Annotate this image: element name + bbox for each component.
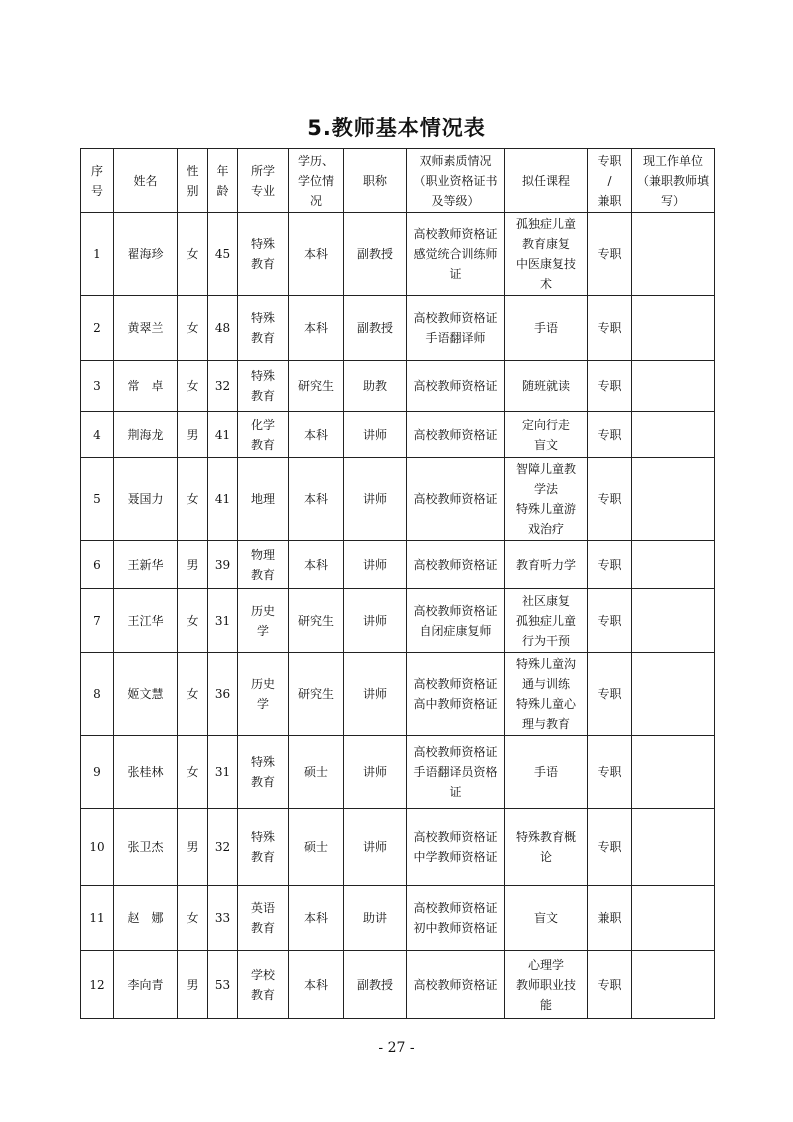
- cell-line: 智障儿童教: [515, 462, 576, 476]
- header-line: 专业: [250, 183, 275, 198]
- cell-line: 教育: [250, 437, 275, 452]
- cell-row-number: 1: [81, 213, 114, 296]
- header-col-type: [588, 149, 632, 213]
- cell-line: 高校教师资格证: [413, 901, 498, 915]
- cell-teacher-name: 李向青: [114, 951, 178, 1019]
- cell-teacher-name: 王江华: [114, 589, 178, 653]
- cell-age: 33: [208, 886, 238, 951]
- page-number: - 27 -: [378, 1040, 415, 1056]
- cell-gender: 女: [178, 653, 208, 736]
- cell-gender: 男: [178, 412, 208, 458]
- cell-line: 初中教师资格证: [413, 921, 498, 935]
- cell-employment-type: 专职: [588, 736, 632, 809]
- table-row: [81, 589, 715, 653]
- cell-major: [238, 886, 289, 951]
- cell-major: [238, 458, 289, 541]
- cell-line: 教育: [250, 850, 275, 864]
- cell-job-title: 讲师: [344, 541, 407, 589]
- cell-degree: 本科: [289, 296, 344, 361]
- cell-row-number: 12: [81, 951, 114, 1019]
- cell-line: 教师职业技: [515, 977, 576, 992]
- cell-line: 英语: [250, 901, 275, 915]
- header-line: 拟任课程: [521, 173, 570, 188]
- table-header-row: [81, 149, 715, 213]
- cell-teacher-name: 张桂林: [114, 736, 178, 809]
- cell-certificates: [407, 886, 505, 951]
- header-col-gender: [178, 149, 208, 213]
- cell-row-number: 10: [81, 809, 114, 886]
- cell-line: 孤独症儿童: [515, 613, 576, 628]
- cell-employment-type: 专职: [588, 653, 632, 736]
- cell-certificates: [407, 653, 505, 736]
- cell-work-unit: [632, 653, 715, 736]
- cell-gender: 女: [178, 213, 208, 296]
- table-row: [81, 541, 715, 589]
- table-row: [81, 736, 715, 809]
- header-line: 职称: [362, 173, 387, 188]
- header-line: /: [607, 173, 612, 188]
- cell-work-unit: [632, 951, 715, 1019]
- cell-employment-type: 专职: [588, 213, 632, 296]
- cell-line: 心理学: [527, 957, 564, 972]
- cell-line: 证: [449, 785, 462, 799]
- header-line: 学位情: [297, 173, 334, 188]
- table-row: [81, 951, 715, 1019]
- cell-line: 教育: [250, 921, 275, 935]
- cell-line: 术: [539, 277, 552, 291]
- header-line: 别: [186, 183, 199, 198]
- table-row: [81, 296, 715, 361]
- cell-line: 特殊: [250, 237, 275, 251]
- cell-gender: 男: [178, 951, 208, 1019]
- cell-gender: 女: [178, 886, 208, 951]
- cell-line: 盲文: [533, 911, 558, 925]
- cell-row-number: 6: [81, 541, 114, 589]
- cell-job-title: 副教授: [344, 213, 407, 296]
- cell-employment-type: 专职: [588, 541, 632, 589]
- cell-line: 特殊: [250, 311, 275, 325]
- cell-course: [505, 951, 588, 1019]
- cell-degree: 硕士: [289, 809, 344, 886]
- cell-line: 盲文: [533, 437, 558, 452]
- cell-job-title: 讲师: [344, 412, 407, 458]
- cell-work-unit: [632, 541, 715, 589]
- cell-degree: 本科: [289, 886, 344, 951]
- table-row: [81, 412, 715, 458]
- cell-line: 高校教师资格证: [413, 492, 498, 506]
- cell-row-number: 3: [81, 361, 114, 412]
- cell-degree: 研究生: [289, 361, 344, 412]
- cell-age: 41: [208, 412, 238, 458]
- cell-degree: 本科: [289, 951, 344, 1019]
- cell-age: 32: [208, 809, 238, 886]
- table-row: [81, 361, 715, 412]
- cell-certificates: [407, 589, 505, 653]
- cell-major: [238, 296, 289, 361]
- cell-line: 通与训练: [521, 677, 570, 691]
- cell-line: 高校教师资格证: [413, 427, 498, 442]
- cell-job-title: 助教: [344, 361, 407, 412]
- header-line: 及等级）: [431, 193, 480, 208]
- cell-row-number: 8: [81, 653, 114, 736]
- cell-work-unit: [632, 886, 715, 951]
- cell-age: 36: [208, 653, 238, 736]
- cell-gender: 男: [178, 541, 208, 589]
- cell-certificates: [407, 458, 505, 541]
- cell-line: 教育康复: [521, 237, 570, 251]
- cell-job-title: 讲师: [344, 458, 407, 541]
- header-col-course: [505, 149, 588, 213]
- header-line: 写）: [660, 193, 685, 208]
- table-row: [81, 213, 715, 296]
- cell-age: 31: [208, 589, 238, 653]
- cell-row-number: 7: [81, 589, 114, 653]
- table-row: [81, 809, 715, 886]
- cell-degree: 硕士: [289, 736, 344, 809]
- cell-line: 学: [256, 697, 269, 711]
- cell-line: 高校教师资格证: [413, 379, 498, 393]
- cell-employment-type: 专职: [588, 296, 632, 361]
- cell-major: [238, 213, 289, 296]
- cell-line: 高校教师资格证: [413, 977, 498, 992]
- cell-employment-type: 专职: [588, 361, 632, 412]
- header-line: 况: [309, 193, 322, 208]
- cell-line: 手语翻译员资格: [413, 765, 498, 779]
- cell-certificates: [407, 361, 505, 412]
- header-col-no: [81, 149, 114, 213]
- header-col-degree: [289, 149, 344, 213]
- cell-certificates: [407, 541, 505, 589]
- cell-job-title: 讲师: [344, 589, 407, 653]
- cell-line: 手语: [533, 765, 558, 779]
- cell-employment-type: 专职: [588, 589, 632, 653]
- cell-line: 高校教师资格证: [413, 603, 498, 618]
- cell-line: 特殊儿童游: [515, 502, 576, 516]
- cell-line: 社区康复: [521, 593, 570, 608]
- cell-line: 能: [539, 997, 552, 1012]
- cell-gender: 女: [178, 296, 208, 361]
- cell-line: 学校: [250, 967, 275, 982]
- cell-line: 中医康复技: [515, 257, 576, 271]
- header-line: 姓名: [133, 173, 158, 188]
- cell-employment-type: 兼职: [588, 886, 632, 951]
- table-row: [81, 886, 715, 951]
- cell-line: 手语: [533, 321, 558, 335]
- header-line: （职业资格证书: [413, 173, 498, 188]
- cell-line: 高校教师资格证: [413, 677, 498, 691]
- cell-line: 学法: [533, 482, 558, 496]
- cell-gender: 女: [178, 589, 208, 653]
- header-col-major: [238, 149, 289, 213]
- header-line: 性: [186, 163, 199, 178]
- cell-major: [238, 809, 289, 886]
- cell-line: 自闭症康复师: [419, 623, 492, 638]
- cell-job-title: 讲师: [344, 809, 407, 886]
- cell-major: [238, 589, 289, 653]
- cell-job-title: 副教授: [344, 296, 407, 361]
- cell-line: 地理: [250, 492, 275, 506]
- header-line: 双师素质情况: [419, 153, 492, 168]
- cell-certificates: [407, 213, 505, 296]
- cell-course: [505, 412, 588, 458]
- cell-course: [505, 296, 588, 361]
- header-line: 学历、: [297, 153, 334, 168]
- cell-certificates: [407, 412, 505, 458]
- cell-major: [238, 412, 289, 458]
- cell-course: [505, 458, 588, 541]
- cell-line: 孤独症儿童: [515, 217, 576, 231]
- cell-line: 高校教师资格证: [413, 830, 498, 844]
- header-line: 年: [216, 163, 229, 178]
- header-line: 专职: [597, 153, 622, 168]
- cell-course: [505, 653, 588, 736]
- cell-line: 高校教师资格证: [413, 311, 498, 325]
- cell-line: 特殊: [250, 755, 275, 769]
- cell-row-number: 9: [81, 736, 114, 809]
- cell-major: [238, 736, 289, 809]
- cell-major: [238, 361, 289, 412]
- cell-row-number: 2: [81, 296, 114, 361]
- cell-employment-type: 专职: [588, 809, 632, 886]
- cell-job-title: 讲师: [344, 736, 407, 809]
- cell-work-unit: [632, 589, 715, 653]
- cell-age: 48: [208, 296, 238, 361]
- header-line: 龄: [216, 183, 229, 198]
- cell-gender: 女: [178, 361, 208, 412]
- cell-age: 53: [208, 951, 238, 1019]
- cell-line: 中学教师资格证: [413, 850, 498, 864]
- cell-employment-type: 专职: [588, 458, 632, 541]
- table-body: [81, 213, 715, 1019]
- cell-line: 特殊儿童沟: [515, 657, 576, 671]
- cell-certificates: [407, 296, 505, 361]
- table-row: [81, 653, 715, 736]
- cell-gender: 女: [178, 458, 208, 541]
- cell-line: 历史: [250, 677, 275, 691]
- cell-certificates: [407, 736, 505, 809]
- cell-work-unit: [632, 296, 715, 361]
- cell-line: 学: [256, 623, 269, 638]
- cell-gender: 男: [178, 809, 208, 886]
- cell-line: 随班就读: [521, 379, 570, 393]
- cell-line: 特殊教育概: [515, 830, 576, 844]
- cell-teacher-name: 翟海珍: [114, 213, 178, 296]
- cell-employment-type: 专职: [588, 951, 632, 1019]
- cell-course: [505, 809, 588, 886]
- header-line: 所学: [250, 163, 275, 178]
- cell-teacher-name: 张卫杰: [114, 809, 178, 886]
- cell-course: [505, 541, 588, 589]
- cell-work-unit: [632, 809, 715, 886]
- cell-line: 教育听力学: [515, 557, 576, 572]
- cell-course: [505, 736, 588, 809]
- cell-line: 行为干预: [521, 633, 570, 648]
- cell-line: 证: [449, 267, 462, 281]
- teacher-info-table: [80, 148, 715, 1019]
- cell-course: [505, 589, 588, 653]
- cell-teacher-name: 赵 娜: [114, 886, 178, 951]
- cell-degree: 研究生: [289, 589, 344, 653]
- page-title: 5.教师基本情况表: [307, 116, 486, 140]
- cell-course: [505, 361, 588, 412]
- cell-work-unit: [632, 412, 715, 458]
- cell-row-number: 5: [81, 458, 114, 541]
- header-col-name: [114, 149, 178, 213]
- header-line: 序: [90, 163, 103, 178]
- header-line: 号: [90, 183, 103, 198]
- cell-line: 历史: [250, 603, 275, 618]
- cell-teacher-name: 王新华: [114, 541, 178, 589]
- cell-major: [238, 541, 289, 589]
- cell-course: [505, 213, 588, 296]
- cell-line: 高中教师资格证: [413, 697, 498, 711]
- header-line: 兼职: [597, 193, 622, 208]
- cell-line: 教育: [250, 987, 275, 1002]
- header-line: （兼职教师填: [636, 173, 709, 188]
- cell-line: 教育: [250, 257, 275, 271]
- cell-work-unit: [632, 213, 715, 296]
- cell-work-unit: [632, 458, 715, 541]
- cell-line: 手语翻译师: [425, 331, 486, 345]
- cell-line: 教育: [250, 389, 275, 403]
- cell-age: 31: [208, 736, 238, 809]
- cell-degree: 本科: [289, 213, 344, 296]
- cell-line: 物理: [250, 547, 275, 562]
- cell-age: 41: [208, 458, 238, 541]
- cell-degree: 本科: [289, 541, 344, 589]
- cell-teacher-name: 黄翠兰: [114, 296, 178, 361]
- cell-teacher-name: 常 卓: [114, 361, 178, 412]
- cell-line: 论: [539, 850, 552, 864]
- cell-line: 教育: [250, 567, 275, 582]
- cell-certificates: [407, 951, 505, 1019]
- cell-line: 特殊: [250, 369, 275, 383]
- cell-degree: 本科: [289, 458, 344, 541]
- cell-teacher-name: 荆海龙: [114, 412, 178, 458]
- cell-work-unit: [632, 361, 715, 412]
- cell-age: 39: [208, 541, 238, 589]
- cell-gender: 女: [178, 736, 208, 809]
- cell-job-title: 助讲: [344, 886, 407, 951]
- cell-teacher-name: 聂国力: [114, 458, 178, 541]
- cell-line: 感觉统合训练师: [413, 247, 498, 261]
- cell-work-unit: [632, 736, 715, 809]
- cell-line: 教育: [250, 775, 275, 789]
- cell-line: 高校教师资格证: [413, 557, 498, 572]
- header-col-cert: [407, 149, 505, 213]
- header-col-title: [344, 149, 407, 213]
- cell-degree: 研究生: [289, 653, 344, 736]
- cell-line: 特殊: [250, 830, 275, 844]
- table-row: [81, 458, 715, 541]
- cell-employment-type: 专职: [588, 412, 632, 458]
- cell-major: [238, 653, 289, 736]
- header-col-unit: [632, 149, 715, 213]
- header-line: 现工作单位: [642, 153, 703, 168]
- cell-job-title: 讲师: [344, 653, 407, 736]
- cell-line: 教育: [250, 331, 275, 345]
- cell-job-title: 副教授: [344, 951, 407, 1019]
- cell-teacher-name: 姬文慧: [114, 653, 178, 736]
- cell-degree: 本科: [289, 412, 344, 458]
- cell-course: [505, 886, 588, 951]
- cell-line: 理与教育: [521, 717, 570, 731]
- cell-line: 高校教师资格证: [413, 745, 498, 759]
- cell-row-number: 11: [81, 886, 114, 951]
- cell-certificates: [407, 809, 505, 886]
- cell-major: [238, 951, 289, 1019]
- cell-line: 戏治疗: [527, 522, 564, 536]
- header-col-age: [208, 149, 238, 213]
- cell-age: 45: [208, 213, 238, 296]
- cell-line: 特殊儿童心: [515, 697, 576, 711]
- cell-line: 定向行走: [521, 417, 570, 432]
- cell-row-number: 4: [81, 412, 114, 458]
- cell-line: 化学: [250, 417, 275, 432]
- cell-age: 32: [208, 361, 238, 412]
- cell-line: 高校教师资格证: [413, 227, 498, 241]
